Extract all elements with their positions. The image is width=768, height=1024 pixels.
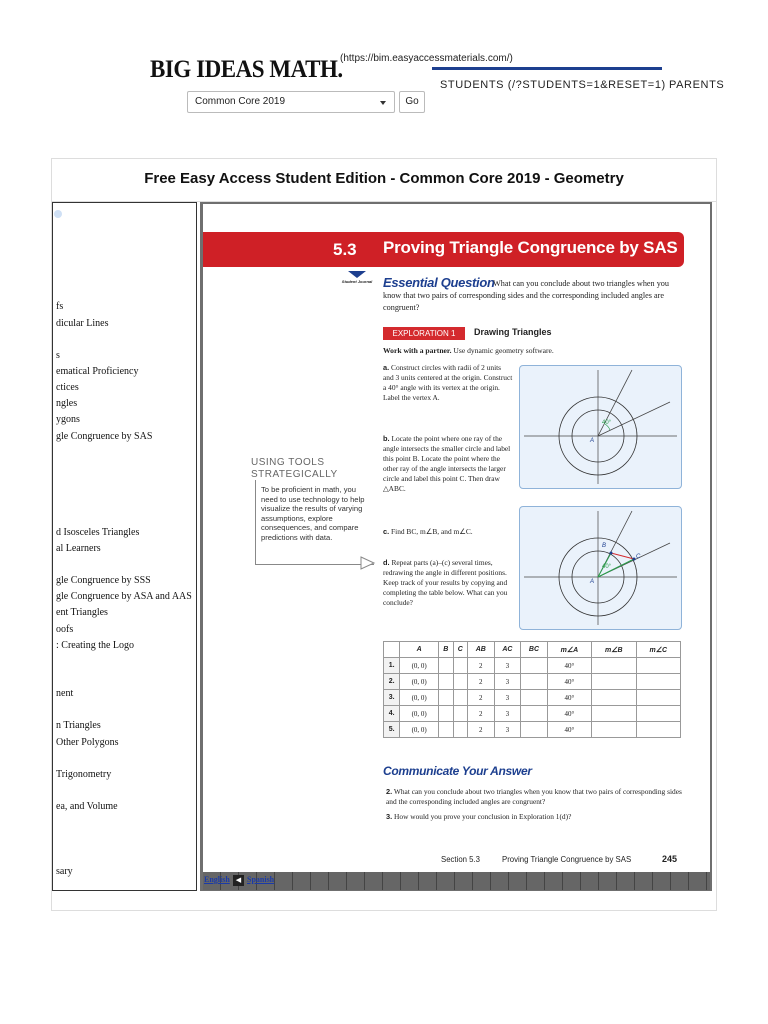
step-c — [383, 527, 513, 537]
step-a-text: Construct circles with radii of 2 units and 3 units centered at the origin. Construct a 40° angle with its vertex at the origin. Label the vertex A. — [383, 363, 513, 402]
table-cell: 2 — [467, 674, 494, 690]
table-cell: 40° — [547, 690, 591, 706]
graph-1-svg — [520, 366, 681, 488]
table-cell: 3 — [494, 690, 521, 706]
question-2-text: What can you conclude about two triangles when you know that two pairs of corresponding sides and the corresponding included angles are congruent? — [386, 787, 682, 806]
table-cell — [636, 658, 680, 674]
toc-item[interactable]: ematical Proficiency — [56, 366, 139, 377]
partner-bold: Work with a partner. — [383, 346, 452, 355]
table-header: BC — [521, 642, 548, 658]
step-d-label: d. — [383, 558, 390, 567]
toc-toggle-icon[interactable] — [54, 210, 62, 218]
book-title: Free Easy Access Student Edition - Common Core 2019 - Geometry — [52, 159, 716, 202]
table-cell: 40° — [547, 674, 591, 690]
table-cell: (0, 0) — [400, 722, 439, 738]
table-cell — [453, 674, 467, 690]
question-3 — [386, 812, 682, 822]
graph-2-svg — [520, 507, 681, 629]
nav-underline — [432, 67, 662, 70]
arrow-right-icon — [360, 556, 376, 570]
chevron-down-icon — [380, 101, 386, 105]
exploration-title: Drawing Triangles — [474, 327, 552, 337]
table-row — [384, 674, 681, 690]
table-cell: 3 — [494, 674, 521, 690]
toc-item[interactable]: dicular Lines — [56, 318, 109, 329]
go-button[interactable]: Go — [399, 91, 425, 113]
table-cell — [592, 706, 636, 722]
question-3-number: 3. — [386, 812, 393, 821]
section-title: Proving Triangle Congruence by SAS — [383, 238, 678, 257]
toc-item[interactable]: ctices — [56, 382, 79, 393]
toc-item[interactable]: : Creating the Logo — [56, 640, 135, 651]
graph-2-point-a: A — [590, 579, 595, 585]
toc-item[interactable]: Trigonometry — [56, 769, 112, 780]
toc-item[interactable]: fs — [56, 301, 64, 312]
step-c-label: c. — [383, 527, 390, 536]
table-cell: 2 — [467, 690, 494, 706]
table-header: AB — [467, 642, 494, 658]
tools-heading-line1: USING TOOLS — [251, 457, 325, 468]
toc-item[interactable]: n Triangles — [56, 720, 101, 731]
tools-heading-line2: STRATEGICALLY — [251, 469, 338, 480]
step-a-label: a. — [383, 363, 390, 372]
table-cell: 2 — [467, 722, 494, 738]
table-cell — [592, 690, 636, 706]
table-cell — [453, 706, 467, 722]
question-2-number: 2. — [386, 787, 393, 796]
results-table — [383, 641, 681, 738]
table-header: C — [453, 642, 467, 658]
table-cell — [521, 690, 548, 706]
toc-item[interactable]: d Isosceles Triangles — [56, 527, 140, 538]
toc-item[interactable]: gle Congruence by ASA and AAS — [56, 591, 192, 602]
speaker-icon[interactable]: ◀ — [233, 875, 244, 886]
step-d — [383, 558, 513, 608]
tools-heading — [251, 457, 338, 481]
nav-students-link[interactable]: STUDENTS (/?STUDENTS=1&RESET=1) — [440, 79, 666, 91]
table-header: m∠C — [636, 642, 680, 658]
toc-item[interactable]: al Learners — [56, 543, 101, 554]
language-toolbar — [203, 872, 710, 890]
table-header — [384, 642, 400, 658]
table-cell: 40° — [547, 706, 591, 722]
table-cell — [521, 706, 548, 722]
step-c-text: Find BC, m∠B, and m∠C. — [391, 527, 473, 536]
table-cell: 2 — [467, 658, 494, 674]
toc-item[interactable]: ngles — [56, 398, 78, 409]
table-cell: (0, 0) — [400, 658, 439, 674]
table-cell — [592, 658, 636, 674]
table-cell — [521, 674, 548, 690]
essential-question-text: What can you conclude about two triangles when you know that two pairs of corresponding sides and the corresponding included angles are congruent? — [383, 279, 669, 312]
table-header-row — [384, 642, 681, 658]
spanish-link[interactable]: Spanish — [247, 875, 275, 884]
table-header: m∠B — [592, 642, 636, 658]
toc-item-current[interactable]: gle Congruence by SAS — [56, 431, 153, 442]
nav-parents-link[interactable]: PARENTS — [669, 79, 725, 91]
table-of-contents[interactable] — [52, 202, 197, 891]
table-cell — [636, 690, 680, 706]
essential-question-heading: Essential Question — [383, 275, 495, 290]
logo-url-text[interactable]: (https://bim.easyaccessmaterials.com/) — [340, 53, 513, 64]
question-3-text: How would you prove your conclusion in Exploration 1(d)? — [394, 812, 572, 821]
graph-2-point-b: B — [602, 543, 607, 549]
table-cell — [439, 674, 453, 690]
question-2 — [386, 787, 682, 807]
english-link[interactable]: English — [204, 875, 230, 884]
table-cell — [439, 706, 453, 722]
table-cell: 2. — [384, 674, 400, 690]
partner-instructions — [383, 346, 554, 355]
table-cell: 3 — [494, 722, 521, 738]
table-cell — [439, 658, 453, 674]
table-cell: 3. — [384, 690, 400, 706]
student-journal-icon — [341, 271, 373, 289]
toc-item[interactable]: oofs — [56, 624, 74, 635]
table-header: A — [400, 642, 439, 658]
toc-item[interactable]: gle Congruence by SSS — [56, 575, 151, 586]
table-cell: (0, 0) — [400, 690, 439, 706]
table-cell: 5. — [384, 722, 400, 738]
table-cell — [521, 658, 548, 674]
table-cell — [636, 674, 680, 690]
tools-text: To be proficient in math, you need to use technology to help visualize the results of varying assumptions, explore consequences, and compare predictions with data. — [261, 485, 365, 542]
footer-section: Section 5.3 — [441, 855, 481, 864]
step-d-text: Repeat parts (a)–(c) several times, redrawing the angle in different positions. Keep track of your results by copying and completing the table below. What can you conclude? — [383, 558, 508, 607]
table-cell — [453, 690, 467, 706]
step-a — [383, 363, 513, 403]
table-cell — [439, 690, 453, 706]
footer-title: Proving Triangle Congruence by SAS — [502, 855, 632, 864]
step-b-label: b. — [383, 434, 390, 443]
table-cell — [592, 674, 636, 690]
section-number: 5.3 — [333, 240, 357, 259]
table-cell — [636, 706, 680, 722]
toc-item[interactable]: Other Polygons — [56, 737, 119, 748]
table-cell — [453, 658, 467, 674]
toc-item[interactable]: ent Triangles — [56, 607, 108, 618]
table-cell: 1. — [384, 658, 400, 674]
table-header: m∠A — [547, 642, 591, 658]
table-row — [384, 706, 681, 722]
table-cell: 2 — [467, 706, 494, 722]
toc-item[interactable]: nent — [56, 688, 74, 699]
table-cell — [592, 722, 636, 738]
toc-item[interactable]: ea, and Volume — [56, 801, 118, 812]
graph-2-angle-label: 40° — [602, 564, 612, 570]
site-logo[interactable]: BIG IDEAS MATH. — [150, 56, 343, 83]
table-cell: 4. — [384, 706, 400, 722]
table-cell — [521, 722, 548, 738]
graph-circles-angle — [519, 365, 682, 489]
graph-triangle-abc — [519, 506, 682, 630]
page-number: 245 — [662, 854, 678, 864]
step-b — [383, 434, 513, 494]
table-cell: 3 — [494, 706, 521, 722]
table-cell — [636, 722, 680, 738]
partner-text: Use dynamic geometry software. — [453, 346, 554, 355]
toc-item[interactable]: ygons — [56, 414, 80, 425]
step-b-text: Locate the point where one ray of the angle intersects the smaller circle and label this point B. Locate the point where the other ray of the angle intersects the larger circle and label this point C. Then draw △ABC. — [383, 434, 511, 493]
table-cell: 40° — [547, 658, 591, 674]
journal-label: Student Journal — [341, 279, 373, 284]
graph-2-point-c: C — [636, 554, 641, 560]
edition-select[interactable] — [187, 91, 395, 113]
toc-item[interactable]: s — [56, 350, 60, 361]
table-header: B — [439, 642, 453, 658]
exploration-tag: EXPLORATION 1 — [383, 327, 465, 340]
table-cell — [439, 722, 453, 738]
table-cell: 40° — [547, 722, 591, 738]
graph-1-point-a: A — [590, 438, 595, 444]
table-row — [384, 658, 681, 674]
edition-select-value: Common Core 2019 — [195, 96, 286, 107]
graph-1-angle-label: 40° — [602, 420, 612, 426]
table-row — [384, 690, 681, 706]
table-header: AC — [494, 642, 521, 658]
table-cell: 3 — [494, 658, 521, 674]
table-cell: (0, 0) — [400, 674, 439, 690]
toc-item[interactable]: sary — [56, 866, 73, 877]
table-cell — [453, 722, 467, 738]
communicate-heading: Communicate Your Answer — [383, 764, 532, 778]
table-row — [384, 722, 681, 738]
table-cell: (0, 0) — [400, 706, 439, 722]
